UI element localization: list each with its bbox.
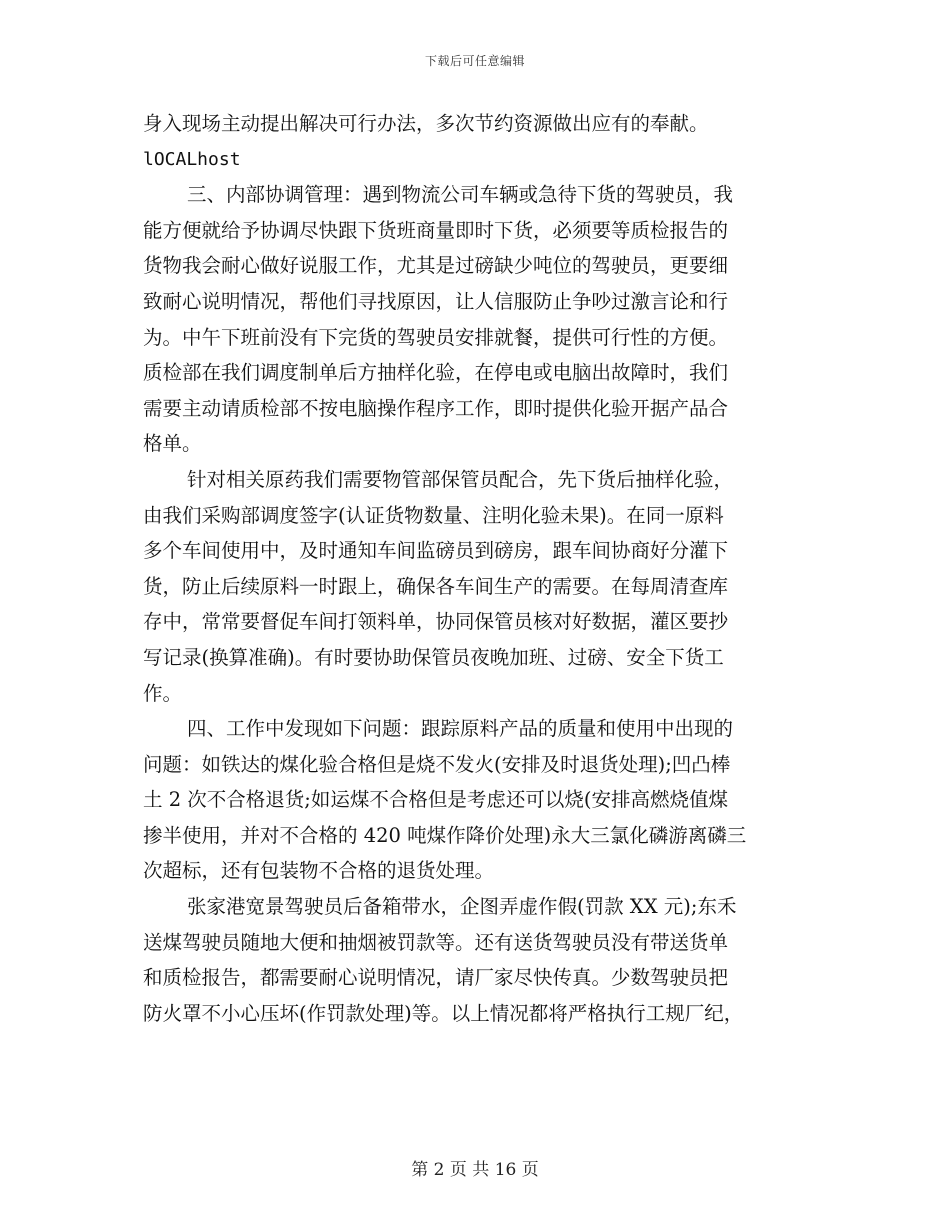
text-line: 土 2 次不合格退货;如运煤不合格但是考虑还可以烧(安排高燃烧值煤 bbox=[143, 788, 728, 812]
text-line: 身入现场主动提出解决可行办法，多次节约资源做出应有的奉献。 bbox=[143, 112, 709, 135]
text-line: 作。 bbox=[143, 681, 183, 705]
text-line: 由我们采购部调度签字(认证货物数量、注明化验未果)。在同一原料 bbox=[143, 503, 724, 527]
text-line: 问题：如铁达的煤化验合格但是烧不发火(安排及时退货处理);凹凸棒 bbox=[143, 752, 731, 776]
text-line: 送煤驾驶员随地大便和抽烟被罚款等。还有送货驾驶员没有带送货单 bbox=[143, 930, 729, 954]
text-line: 防火罩不小心压坏(作罚款处理)等。以上情况都将严格执行工规厂纪， bbox=[143, 1001, 744, 1025]
text-line: 存中，常常要督促车间打领料单，协同保管员核对好数据，灌区要抄 bbox=[143, 610, 729, 634]
text-line: 写记录(换算准确)。有时要协助保管员夜晚加班、过磅、安全下货工 bbox=[143, 645, 724, 669]
text-line: 能方便就给予协调尽快跟下货班商量即时下货，必须要等质检报告的 bbox=[143, 218, 729, 242]
text-line: 次超标，还有包装物不合格的退货处理。 bbox=[143, 859, 495, 883]
text-line: 质检部在我们调度制单后方抽样化验，在停电或电脑出故障时，我们 bbox=[143, 361, 729, 385]
page-header-note: 下载后可任意编辑 bbox=[424, 54, 525, 68]
page-number: 第 2 页 共 16 页 bbox=[411, 1160, 539, 1180]
text-line: 掺半使用，并对不合格的 420 吨煤作降价处理)永大三氯化磷游离磷三 bbox=[143, 823, 747, 847]
text-line: 三、内部协调管理：遇到物流公司车辆或急待下货的驾驶员，我 bbox=[187, 183, 734, 207]
text-line: 多个车间使用中，及时通知车间监磅员到磅房，跟车间协商好分灌下 bbox=[143, 539, 729, 563]
text-line: 和质检报告，都需要耐心说明情况，请厂家尽快传真。少数驾驶员把 bbox=[143, 966, 729, 990]
text-line: 致耐心说明情况，帮他们寻找原因，让人信服防止争吵过激言论和行 bbox=[143, 289, 729, 313]
document-body bbox=[143, 106, 805, 1031]
text-line: 针对相关原药我们需要物管部保管员配合，先下货后抽样化验， bbox=[187, 467, 734, 491]
text-line: 货，防止后续原料一时跟上，确保各车间生产的需要。在每周清查库 bbox=[143, 574, 729, 598]
text-line: lOCALhost bbox=[143, 148, 241, 170]
text-line: 四、工作中发现如下问题：跟踪原料产品的质量和使用中出现的 bbox=[187, 717, 734, 741]
text-line: 需要主动请质检部不按电脑操作程序工作，即时提供化验开据产品合 bbox=[143, 396, 729, 420]
text-line: 为。中午下班前没有下完货的驾驶员安排就餐，提供可行性的方便。 bbox=[143, 325, 729, 349]
text-line: 格单。 bbox=[143, 432, 202, 456]
text-line: 张家港宽景驾驶员后备箱带水，企图弄虚作假(罚款 XX 元);东禾 bbox=[187, 895, 737, 919]
text-line: 货物我会耐心做好说服工作，尤其是过磅缺少吨位的驾驶员，更要细 bbox=[143, 254, 729, 278]
